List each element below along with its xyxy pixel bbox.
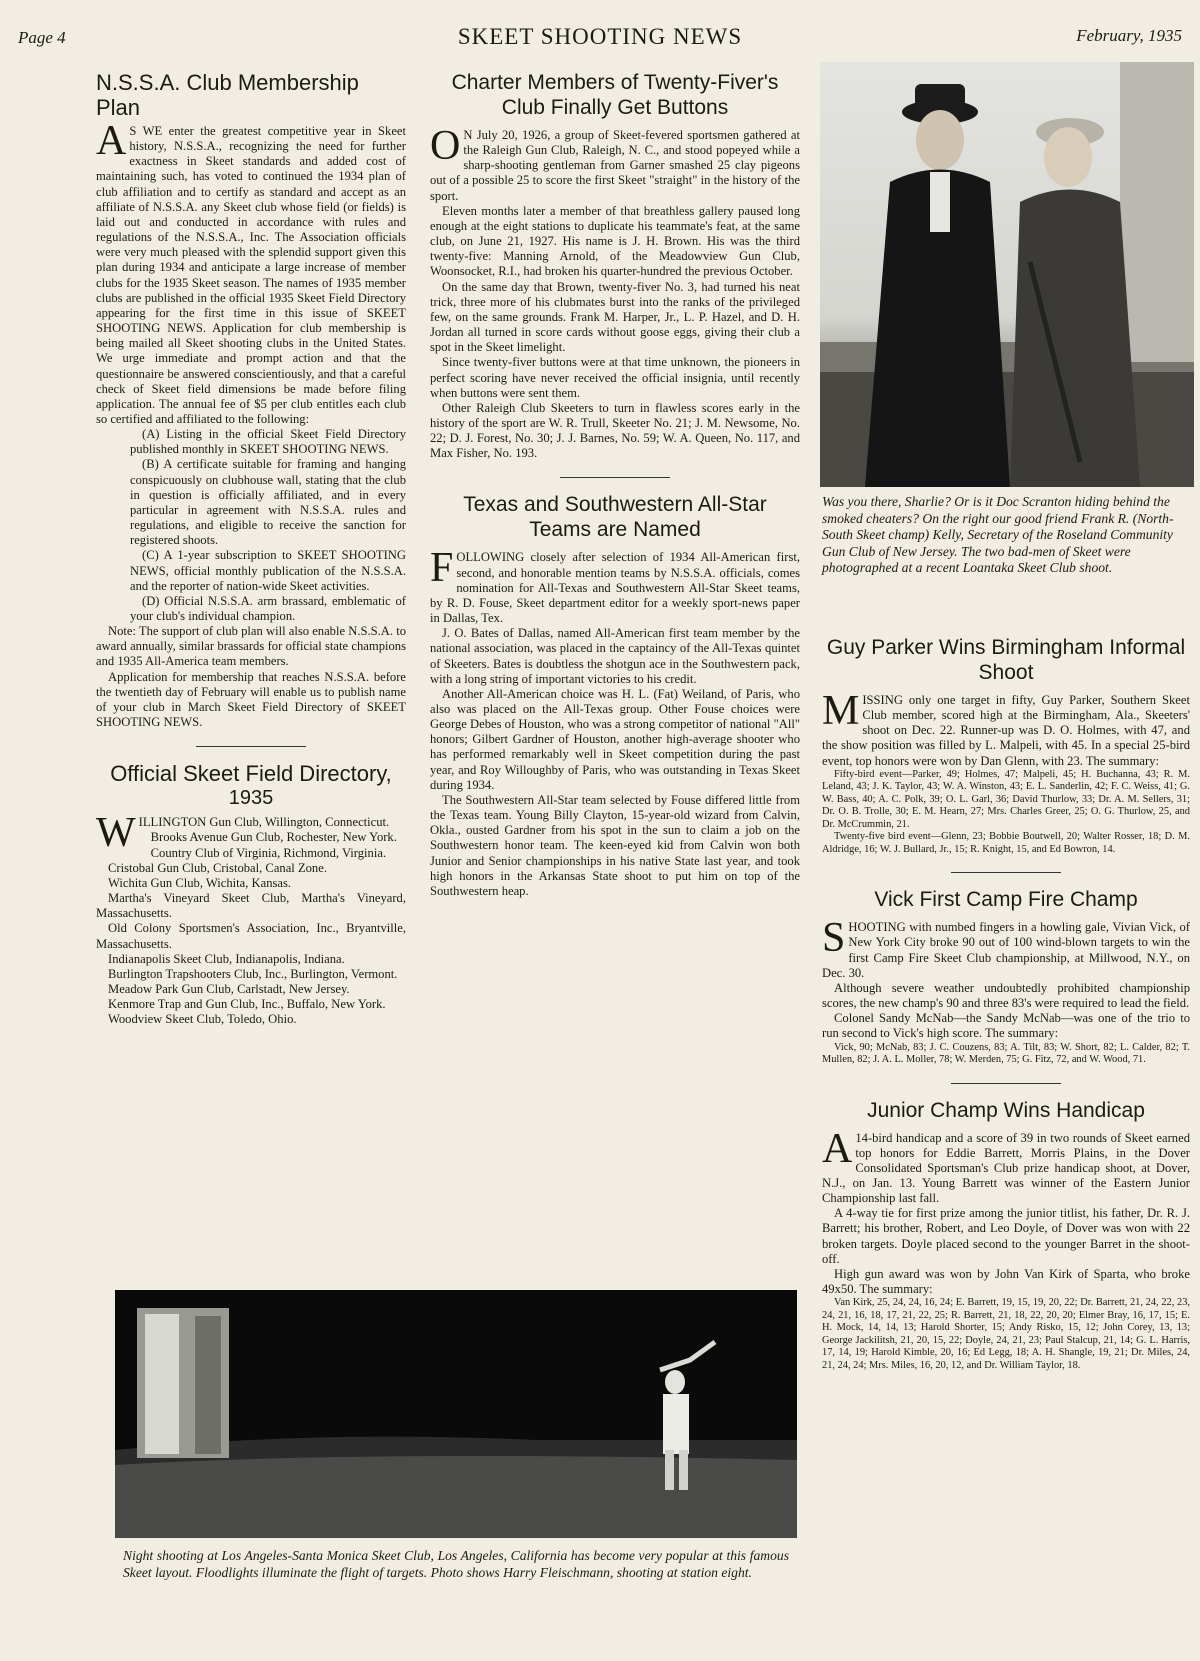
birmingham-summary: Fifty-bird event—Parker, 49; Holmes, 47; Malpeli, 45; H. Buchanna, 43; R. M. Leland, 43; J. K. Taylor, 43; W. A. Winston, 43; E. L. Sanderlin, 42; F. C. Weiss, 41; G. W. Bass, 40; A. C. Polk, 39; O. L. Garl, 36; David Thurlow, 33; Dr. A. M. Sellers, 31; Dr. O. B. Trolle, 30; E. M. Hearn, 27; Mrs. Charles Greer, 25; O. G. Thurlow, 25, and Dr. McCrummin, 21. bbox=[822, 768, 1190, 830]
charter-para: Since twenty-fiver buttons were at that time unknown, the pioneers in perfect scoring have never received the official insignia, until recently when buttons were sent them. bbox=[430, 355, 800, 400]
membership-item-c: (C) A 1-year subscription to SKEET SHOOTING NEWS, official monthly publication of the N.S.S.A. and the reporter of nation-wide Skeet activities. bbox=[130, 548, 406, 593]
membership-item-b: (B) A certificate suitable for framing and hanging conspicuously on clubhouse wall, stating that the club in question is officially affiliated, and in every particular in agreement with N.S.S.A. rules and regulations, and eligible to receive the sanction for registered shoots. bbox=[130, 457, 406, 548]
directory-year: 1935 bbox=[228, 787, 274, 810]
texas-para: J. O. Bates of Dallas, named All-American first team member by the national association, was placed in the captaincy of the All-Texas quintet of Skeeters. Bates is doubtless the shotgun ace in the Southwestern pack, with a long string of important victories to his credit. bbox=[430, 626, 800, 686]
texas-para: The Southwestern All-Star team selected by Fouse differed little from the Texas team. Young Billy Clayton, 15-year-old wizard from Calvin, Okla., ousted Gardner from his spot in the sun to claim a job on the Southwestern honor team. The keen-eyed kid from Calvin won both Junior and Senior championships in his native State last year, and took high honors in the Arkansas State shoot to put him on top of the Southwestern heap. bbox=[430, 792, 800, 898]
directory-club: Meadow Park Gun Club, Carlstadt, New Jersey. bbox=[108, 981, 350, 996]
membership-application: Application for membership that reaches N.S.S.A. before the twentieth day of February will enable us to publish name of your club in March Skeet Field Directory of SKEET SHOOTING NEWS. bbox=[96, 669, 406, 730]
directory-club: Burlington Trapshooters Club, Inc., Burlington, Vermont. bbox=[108, 966, 398, 981]
junior-heading: Junior Champ Wins Handicap bbox=[867, 1098, 1145, 1122]
junior-para: A 14-bird handicap and a score of 39 in two rounds of Skeet earned top honors for Eddie Barrett, Morris Plains, in the Dover Consolidated Sportsman's Club prize handicap shoot, at Dover, N.J., on Jan. 13. Young Barrett was winner of the Eastern Junior Championship last fall. bbox=[822, 1125, 1190, 1206]
charter-para: Eleven months later a member of that breathless gallery paused long enough at the eight stations to duplicate his teammate's feat, at the same club, on June 21, 1927. His name is J. H. Brown. His was the third twenty-five: Manning Arnold, of the Meadowview Gun Club, Woonsocket, R.I., had broken his quarter-hundred the previous October. bbox=[430, 203, 800, 279]
directory-club: Woodview Skeet Club, Toledo, Ohio. bbox=[108, 1012, 297, 1027]
texas-para: Another All-American choice was H. L. (Fat) Weiland, of Paris, who also was placed on the All-Texas group. Other Fouse choices were George Debes of Houston, who was a strong competitor of national "All" honors; Gilbert Gardner of Houston, another high-average shooter who has performed remarkably well in Skeet competition during the past year, and Roy Willoughby of Paris, who was outstanding in Texas Skeet during 1934. bbox=[430, 686, 800, 792]
directory-club: Wichita Gun Club, Wichita, Kansas. bbox=[108, 875, 292, 890]
night-shooting-photo-art bbox=[115, 1290, 797, 1538]
directory-heading: Official Skeet Field Directory, bbox=[110, 761, 392, 787]
birmingham-heading: Guy Parker Wins Birmingham Informal Shoot bbox=[826, 636, 1186, 684]
directory-club: Indianapolis Skeet Club, Indianapolis, Indiana. bbox=[108, 951, 345, 966]
vick-summary: Vick, 90; McNab, 83; J. C. Couzens, 83; A. Tilt, 83; W. Short, 82; L. Calder, 82; T. Mullen, 82; J. A. L. Moller, 78; W. Merden, 75; G. Fitz, 72, and W. Wood, 71. bbox=[822, 1041, 1190, 1066]
night-photo-caption: Night shooting at Los Angeles-Santa Monica Skeet Club, Los Angeles, California has become very popular at this famous Skeet layout. Floodlights illuminate the flight of targets. Photo shows Harry Fleischmann, shooting at station eight. bbox=[123, 1548, 789, 1580]
vick-heading: Vick First Camp Fire Champ bbox=[874, 888, 1138, 912]
page-number: Page 4 bbox=[18, 28, 66, 47]
drop-cap: S bbox=[822, 915, 846, 962]
directory-first-club: WILLINGTON Gun Club, Willington, Connecticut. bbox=[96, 810, 390, 857]
directory-club: Kenmore Trap and Gun Club, Inc., Buffalo, New York. bbox=[108, 997, 386, 1012]
membership-item-a: (A) Listing in the official Skeet Field Directory published monthly in SKEET SHOOTING NEWS. bbox=[130, 427, 406, 457]
divider bbox=[951, 872, 1061, 873]
charter-para: Other Raleigh Club Skeeters to turn in flawless scores early in the history of the sport are W. R. Trull, Skeeter No. 21; J. M. Newsome, No. 22; D. J. Forest, No. 30; J. J. Barnes, No. 59; W. A. Queen, No. 117, and Max Fisher, No. 193. bbox=[430, 400, 800, 461]
directory-club: Martha's Vineyard Skeet Club, Martha's Vineyard, Massachusetts. bbox=[96, 891, 406, 921]
vick-para: Although severe weather undoubtedly prohibited championship scores, the new champ's 90 and three 83's were required to lead the field. bbox=[822, 980, 1190, 1011]
membership-item-d: (D) Official N.S.S.A. arm brassard, emblematic of your club's individual champion. bbox=[130, 593, 406, 623]
charter-para: On the same day that Brown, twenty-fiver No. 3, had turned his neat trick, three more of his clubmates burst into the ranks of the privileged few, on the same grounds. Frank M. Harper, Jr., L. P. Hazel, and D. H. Jordan all turned in score cards without goose eggs, giving their club a spot in the Skeet limelight. bbox=[430, 279, 800, 355]
drop-cap: A bbox=[822, 1125, 853, 1172]
portrait-photo bbox=[820, 62, 1194, 487]
birmingham-summary: Twenty-five bird event—Glenn, 23; Bobbie Boutwell, 20; Walter Rosser, 18; D. M. Aldridge, 16; W. J. Bullard, Jr., 15; R. Knight, 15, and Ed Bowron, 14. bbox=[822, 831, 1190, 855]
birmingham-para: MISSING only one target in fifty, Guy Parker, Southern Skeet Club member, scored high at the Birmingham, Ala., Skeeters' shoot on Dec. 22. Runner-up was D. O. Holmes, with 47, and the show position was filled by L. Malpeli, with 45. In a special 25-bird event, top honors were won by Dan Glenn, with 23. The summary: bbox=[822, 688, 1190, 768]
issue-date: February, 1935 bbox=[1076, 26, 1182, 45]
texas-para: FOLLOWING closely after selection of 1934 All-American first, second, and honorable mention teams by N.S.S.A. officials, comes nomination for All-Texas and Southwestern All-Star Skeet teams, by R. D. Fouse, Skeet department editor for a weekly sport-news paper in Dallas, Tex. bbox=[430, 545, 800, 626]
membership-heading: N.S.S.A. Club Membership Plan bbox=[96, 70, 359, 120]
column-1 bbox=[96, 70, 406, 1027]
vick-para: Colonel Sandy McNab—the Sandy McNab—was one of the trio to run second to Vick's high score. The summary: bbox=[822, 1011, 1190, 1041]
portrait-photo-art bbox=[820, 62, 1194, 487]
charter-heading: Charter Members of Twenty-Fiver's Club Finally Get Buttons bbox=[451, 71, 779, 119]
charter-para: O N July 20, 1926, a group of Skeet-fevered sportsmen gathered at the Raleigh Gun Club, Raleigh, N. C., and stood popeyed while a sharp-shooting gentleman from Garner smashed 25 clay pigeons out of a possible 25 to score the first Skeet "straight" in the history of the sport. bbox=[430, 123, 800, 203]
drop-cap: M bbox=[822, 688, 860, 734]
membership-note: Note: The support of club plan will also enable N.S.S.A. to award annually, similar brassards for official state champions and 1935 All-America team members. bbox=[96, 624, 406, 669]
column-2 bbox=[430, 70, 800, 899]
night-shooting-photo bbox=[115, 1290, 797, 1538]
junior-para: High gun award was won by John Van Kirk of Sparta, who broke 49x50. The summary: bbox=[822, 1266, 1190, 1297]
drop-cap: A bbox=[96, 118, 127, 164]
drop-cap: F bbox=[430, 545, 454, 592]
membership-intro: A S WE enter the greatest competitive year in Skeet history, N.S.S.A., recognizing the need for further exactness in Skeet standards and added cost of maintaining such, has voted to continued the 1934 plan of club affiliation and to certify as standard and accept as an affiliate of N.S.S.A. any Skeet club whose field (or fields) is laid out and conducted in accordance with rules and regulations of the N.S.S.A., Inc. The Association officials were very much pleased with the splendid support given this plan during 1934 and anticipate a large increase of member clubs for the 1935 Skeet season. The names of 1935 member clubs are published in the official 1935 Skeet Field Directory appearing for the first time in this issue of SKEET SHOOTING NEWS. Application for club membership is being mailed all Skeet shooting clubs in the United States. We urge immediate and prompt action and that the questionnaire be answered conscientiously, and that a careful check of Skeet field dimensions be made before filing application. The annual fee of $5 per club entitles each club so certified and affiliated to the following: bbox=[96, 118, 406, 426]
texas-heading: Texas and Southwestern All-Star Teams are Named bbox=[463, 493, 767, 542]
directory-club: Country Club of Virginia, Richmond, Virginia. bbox=[150, 845, 387, 860]
directory-club: Brooks Avenue Gun Club, Rochester, New York. bbox=[150, 830, 397, 845]
drop-cap: W bbox=[96, 810, 136, 857]
divider bbox=[560, 477, 670, 478]
drop-cap: O bbox=[430, 123, 461, 169]
junior-summary: Van Kirk, 25, 24, 24, 16, 24; E. Barrett, 19, 15, 19, 20, 22; Dr. Barrett, 21, 24, 22, 23, 24, 21, 16, 18, 17, 21, 22, 25; R. Barrett, 21, 18, 22, 20, 20; Elmer Bray, 16, 17, 15; E. H. Mock, 14, 14, 13; Harold Shorter, 15; Andy Risko, 15, 12; John Corey, 13, 13; George Jackilitsh, 21, 20, 15, 22; Doyle, 24, 21, 23; Paul Stalcup, 21, 14; G. L. Harris, 17, 14, 19; Harold Kimble, 20, 16; Ed Legg, 18; A. H. Shangle, 19, 21; Dr. Miles, 24, 21, 24, 24; Mrs. Miles, 16, 20, 12, and Dr. William Taylor, 18. bbox=[822, 1297, 1190, 1371]
junior-para: A 4-way tie for first prize among the junior titlist, his father, Dr. R. J. Barrett; his brother, Robert, and Leo Doyle, of Dover was won with 22 broken targets. Doyle placed second to the younger Barret in the shoot-off. bbox=[822, 1206, 1190, 1266]
directory-club: Cristobal Gun Club, Cristobal, Canal Zone. bbox=[108, 860, 327, 875]
divider bbox=[196, 746, 306, 747]
divider bbox=[951, 1083, 1061, 1084]
portrait-caption: Was you there, Sharlie? Or is it Doc Scranton hiding behind the smoked cheaters? On the right our good friend Frank R. (North-South Skeet champ) Kelly, Secretary of the Roseland Community Gun Club of New Jersey. The two bad-men of Skeet were photographed at a recent Loantaka Skeet Club shoot. bbox=[822, 494, 1174, 575]
vick-para: SHOOTING with numbed fingers in a howling gale, Vivian Vick, of New York City broke 90 out of 100 wind-blown targets to win the first Camp Fire Skeet Club championship, at Millwood, N.Y., on Dec. 30. bbox=[822, 915, 1190, 980]
directory-club: Old Colony Sportsmen's Association, Inc., Bryantville, Massachusetts. bbox=[96, 921, 406, 951]
publication-title: SKEET SHOOTING NEWS bbox=[457, 24, 743, 49]
column-3 bbox=[822, 635, 1190, 1372]
